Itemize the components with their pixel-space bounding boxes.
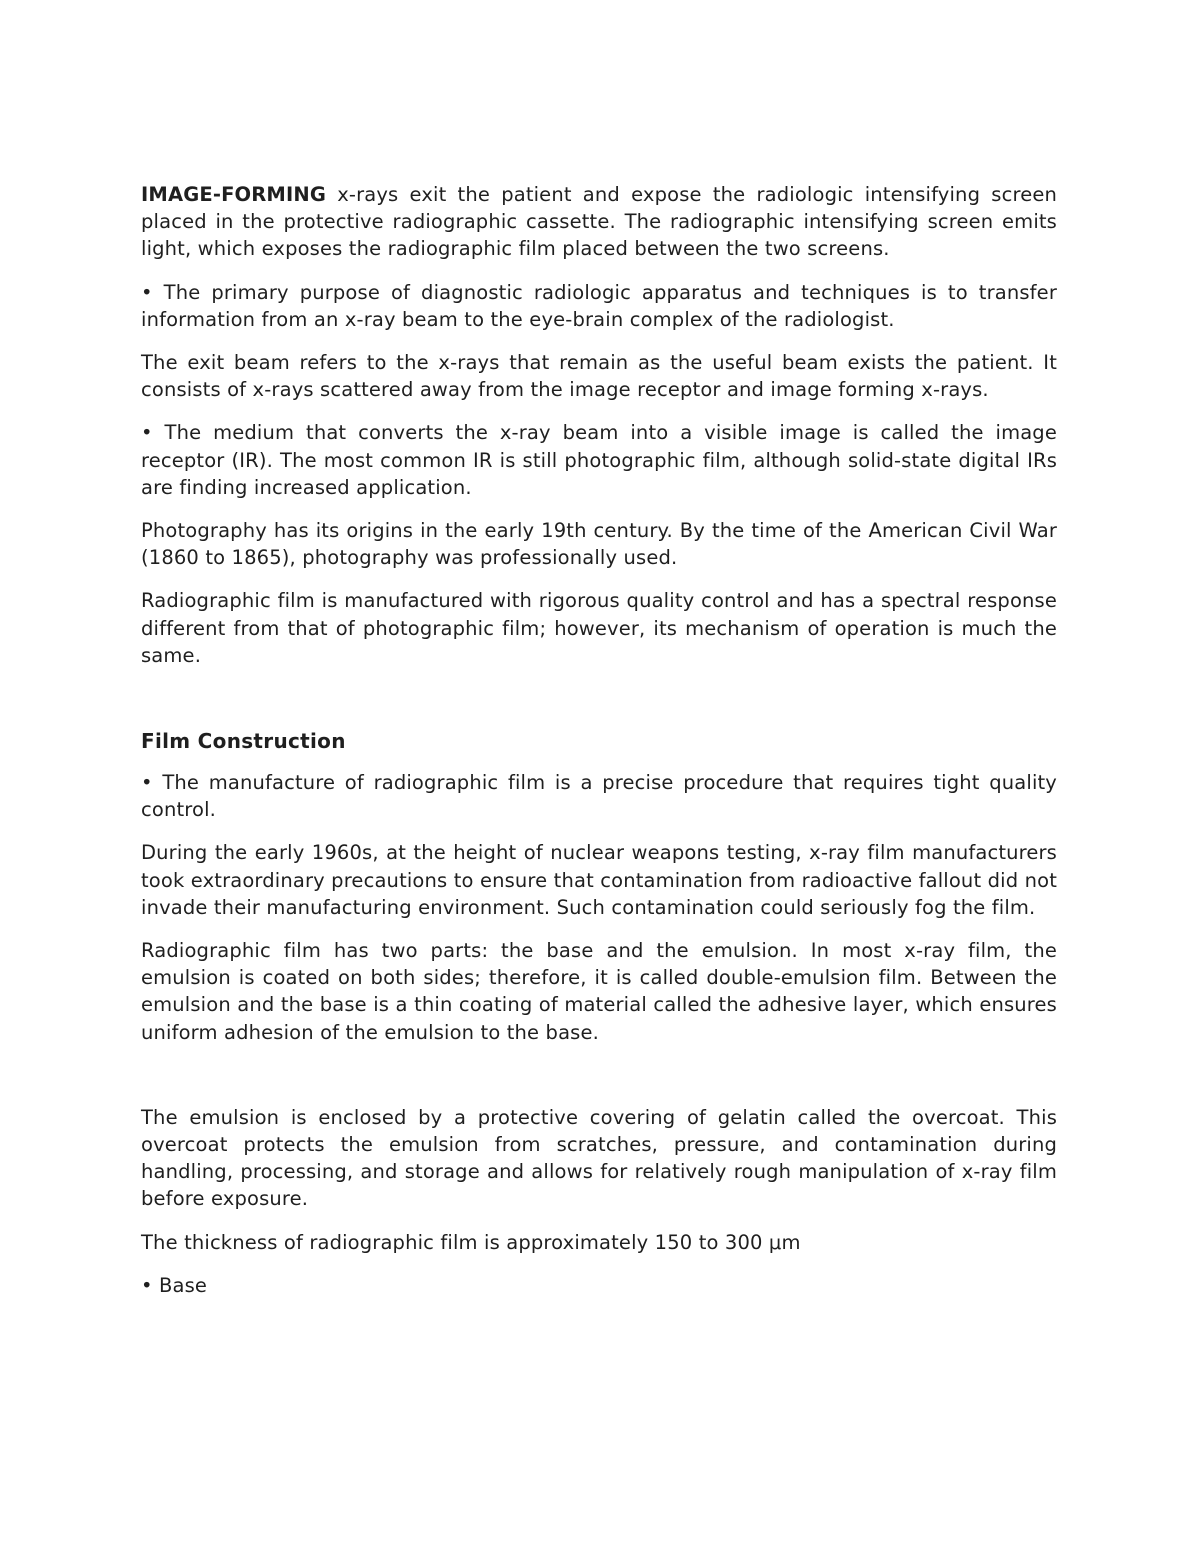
section-spacer bbox=[141, 685, 1057, 727]
document-page bbox=[141, 181, 1057, 1315]
paragraph-film-parts: Radiographic film has two parts: the base and the emulsion. In most x-ray film, the emulsion is coated on both sides; therefore, it is called double-emulsion film. Between the emulsion and the base is a thin coating of material called the adhesive layer, which ensures uniform adhesion of the emulsion to the base. bbox=[141, 939, 1057, 1044]
paragraph-image-forming-text: x-rays exit the patient and expose the radiologic intensifying screen placed in the protective radiographic cassette. The radiographic intensifying screen emits light, which exposes the radiographic film placed between the two screens. bbox=[141, 183, 1057, 261]
paragraph-manufacture: • The manufacture of radiographic film is a precise procedure that requires tight quality control. bbox=[141, 771, 1057, 822]
term-image-forming: IMAGE-FORMING bbox=[141, 183, 327, 206]
paragraph-1960s-testing: During the early 1960s, at the height of nuclear weapons testing, x-ray film manufacturers took extraordinary precautions to ensure that contamination from radioactive fallout did not invade their manufacturing environment. Such contamination could seriously fog the film. bbox=[141, 841, 1057, 919]
heading-film-construction: Film Construction bbox=[141, 729, 346, 754]
paragraph-spacer bbox=[141, 1062, 1057, 1104]
paragraph-film-thickness: The thickness of radiographic film is approximately 150 to 300 μm bbox=[141, 1230, 801, 1254]
paragraph-exit-beam: The exit beam refers to the x-rays that remain as the useful beam exists the patient. It consists of x-rays scattered away from the image receptor and image forming x-rays. bbox=[141, 351, 1057, 402]
paragraph-radiographic-film-quality: Radiographic film is manufactured with rigorous quality control and has a spectral response different from that of photographic film; however, its mechanism of operation is much the same. bbox=[141, 589, 1057, 667]
paragraph-primary-purpose: • The primary purpose of diagnostic radiologic apparatus and techniques is to transfer information from an x-ray beam to the eye-brain complex of the radiologist. bbox=[141, 280, 1057, 331]
paragraph-image-receptor: • The medium that converts the x-ray beam into a visible image is called the image receptor (IR). The most common IR is still photographic film, although solid-state digital IRs are finding increased application. bbox=[141, 421, 1057, 499]
paragraph-image-forming bbox=[141, 181, 1057, 263]
paragraph-photography-history: Photography has its origins in the early 19th century. By the time of the American Civil War (1860 to 1865), photography was professionally used. bbox=[141, 519, 1057, 570]
list-item-base: • Base bbox=[141, 1273, 208, 1297]
paragraph-overcoat: The emulsion is enclosed by a protective covering of gelatin called the overcoat. This overcoat protects the emulsion from scratches, pressure, and contamination during handling, processing, and storage and allows for relatively rough manipulation of x-ray film before exposure. bbox=[141, 1105, 1057, 1211]
